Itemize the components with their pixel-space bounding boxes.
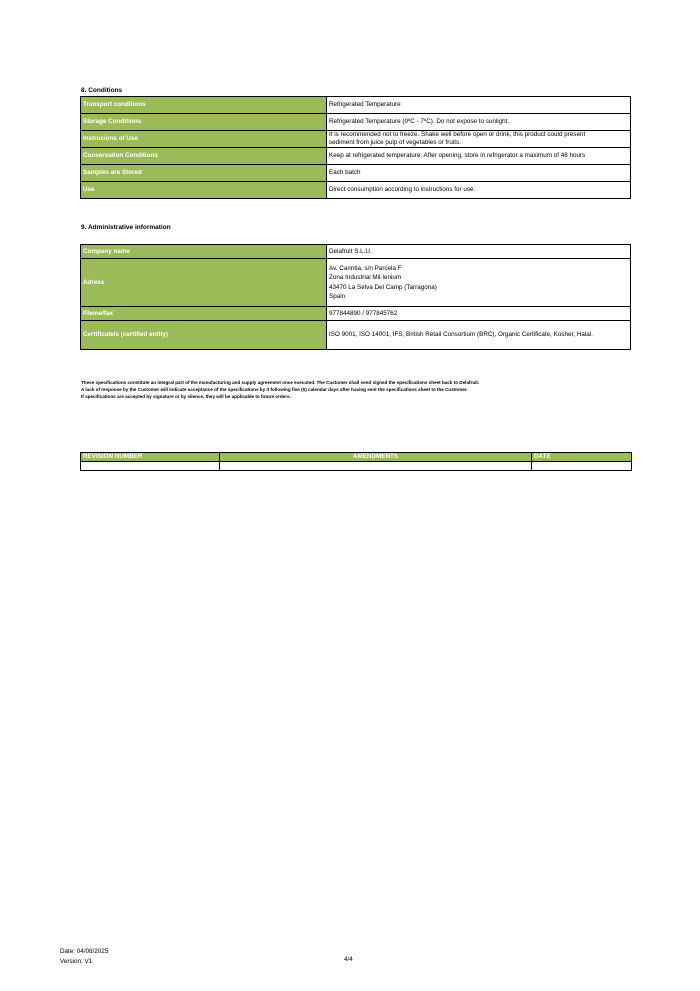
page-number: 4/4 [344, 956, 353, 963]
admin-table [80, 244, 631, 350]
instructions-of-use-label: Instrucions of Use [81, 131, 327, 148]
admin-title: 9. Administrative information [81, 224, 171, 231]
revision-number-cell [81, 462, 220, 471]
certificates-value: ISO 9001, ISO 14001, IFS, British Retail Consortium (BRC), Organic Certificate, Kosher, Halal. [327, 321, 631, 350]
table-row [81, 182, 631, 199]
conservation-conditions-label: Conservation Conditions [81, 148, 327, 165]
address-line: 43470 La Selva Del Camp (Tarragona) [329, 283, 437, 291]
address-line: Zona Industrial Mil·lenium [329, 274, 402, 281]
table-row [81, 97, 631, 114]
disclaimer [81, 379, 641, 400]
instructions-of-use-value [327, 131, 631, 148]
phone-fax-label: Phone/fax [81, 307, 327, 321]
company-name-value: Delafruit S.L.U. [327, 245, 631, 259]
address-line: Spain [329, 293, 346, 300]
table-row [81, 131, 631, 148]
phone-fax-value: 977844890 / 977845762 [327, 307, 631, 321]
conservation-conditions-value: Keep at refrigerated temperature. After opening, store in refrigerator a maximum of 48 hours [327, 148, 631, 165]
address-value [327, 259, 631, 307]
table-row [81, 114, 631, 131]
date-cell [532, 462, 632, 471]
address-line: Av. Carintia, s/n Parcela F [329, 264, 402, 272]
samples-stored-label: Samples are Stored [81, 165, 327, 182]
conditions-table [80, 96, 631, 199]
amendments-cell [220, 462, 532, 471]
footer-version: Version: V1 [60, 957, 93, 965]
table-row [81, 245, 631, 259]
table-row [81, 321, 631, 350]
certificates-label: Certificate/s (certified entity) [81, 321, 327, 350]
table-row [81, 307, 631, 321]
address-label: Adress [81, 259, 327, 307]
table-row [81, 462, 632, 471]
footer-date: Date: 04/08/2025 [60, 948, 109, 955]
use-value: Direct consumption according to instructions for use. [327, 182, 631, 199]
table-row [81, 165, 631, 182]
disclaimer-line: A lack of response by the Customer will indicate acceptance of the specifications by it following five (5) calendar days after having sent the specifications sheet to the Customer. [81, 387, 468, 392]
storage-conditions-label: Storage Conditions [81, 114, 327, 131]
revision-header-row [81, 453, 632, 462]
disclaimer-line: These specifications constitute an integral part of the manufacturing and supply agreement once executed. The Customer shall send signed the specifications sheet back to Delafruit. [81, 380, 480, 385]
transport-conditions-value: Refrigerated Temperature [327, 97, 631, 114]
table-row [81, 259, 631, 307]
samples-stored-value: Each batch [327, 165, 631, 182]
instructions-line: sediment from juice pulp of vegetables or fruits. [329, 139, 461, 146]
transport-conditions-label: Transport conditions [81, 97, 327, 114]
amendments-header: AMENDMENTS [220, 453, 532, 462]
table-row [81, 148, 631, 165]
revision-number-header: REVISION NUMBER [81, 453, 220, 462]
revision-table [80, 452, 632, 471]
use-label: Use [81, 182, 327, 199]
footer-info [60, 947, 108, 966]
disclaimer-line: If specifications are accepted by signature or by silence, they will be applicable to future orders. [81, 394, 291, 399]
instructions-line: It is recommended not to freeze. Shake well before open or drink, this product could present [329, 131, 586, 138]
storage-conditions-value: Refrigerated Temperature (0ºC - 7ºC). Do not expose to sunlight. [327, 114, 631, 131]
company-name-label: Company name [81, 245, 327, 259]
conditions-title: 8. Conditions [81, 87, 123, 94]
date-header: DATE [532, 453, 632, 462]
